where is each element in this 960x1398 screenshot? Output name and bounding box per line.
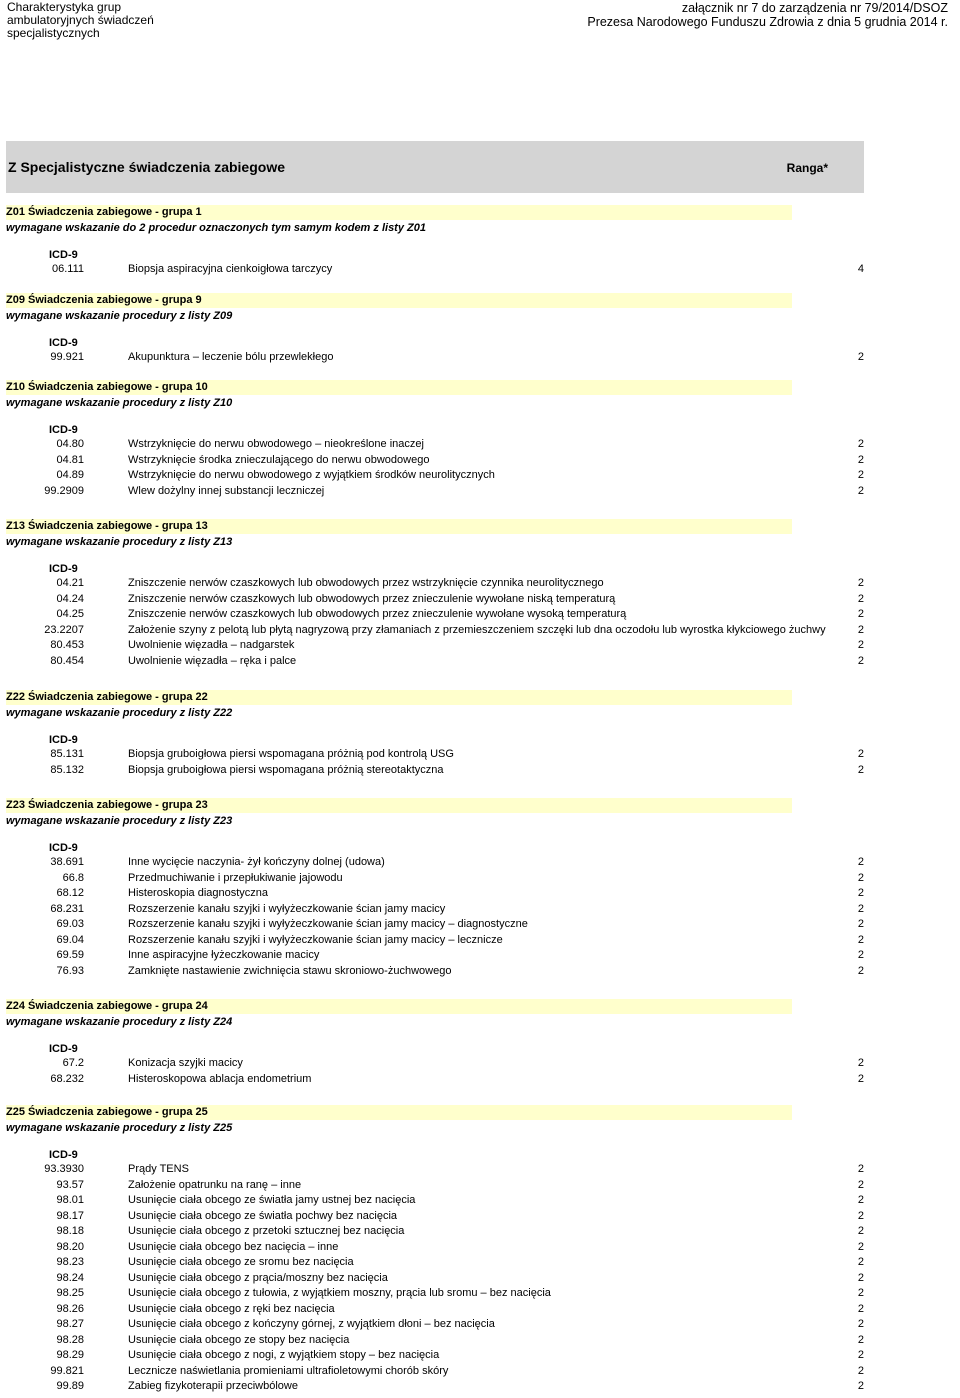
- procedure-description: Histeroskopowa ablacja endometrium: [128, 1072, 312, 1085]
- procedure-description: Założenie opatrunku na ranę – inne: [128, 1178, 302, 1191]
- icd9-code: 69.03: [56, 918, 84, 930]
- rank-value: 2: [857, 1163, 864, 1175]
- group-subtitle: wymagane wskazanie procedury z listy Z24: [6, 1016, 233, 1028]
- rank-value: 2: [857, 1349, 864, 1361]
- rank-value: 2: [857, 1178, 864, 1191]
- procedure-description: Rozszerzenie kanału szyjki i wyłyżeczkowanie ścian jamy macicy – lecznicze: [128, 933, 503, 946]
- icd9-code: 66.8: [62, 871, 84, 884]
- icd9-code: 04.80: [56, 438, 84, 450]
- icd9-label: ICD-9: [49, 734, 78, 746]
- procedure-row: [6, 607, 864, 623]
- procedure-description: Usunięcie ciała obcego ze światła jamy ustnej bez nacięcia: [128, 1194, 416, 1206]
- procedure-row: [6, 1317, 864, 1333]
- icd9-code: 80.454: [50, 654, 84, 667]
- procedure-row: [6, 933, 864, 949]
- rank-value: 2: [857, 763, 864, 776]
- icd9-code: 85.132: [50, 763, 84, 776]
- rank-value: 2: [857, 577, 864, 589]
- icd9-code: 99.89: [56, 1380, 84, 1392]
- header-right: [587, 1, 948, 29]
- icd9-code: 76.93: [56, 964, 84, 977]
- group-block: [6, 380, 864, 497]
- procedure-row: [6, 623, 864, 639]
- procedure-description: Wstrzyknięcie środka znieczulającego do nerwu obwodowego: [128, 453, 430, 466]
- procedure-row: [6, 871, 864, 887]
- procedure-row: [6, 1178, 864, 1194]
- rank-value: 2: [857, 1318, 864, 1330]
- procedure-description: Założenie szyny z pelotą lub płytą nagryzową przy złamaniach z przemieszczeniem szczęki lub dna oczodołu lub wyrostka kłykciowego żuchwy: [128, 623, 826, 636]
- icd9-label: ICD-9: [49, 249, 78, 261]
- procedure-row: [6, 262, 864, 278]
- procedure-list: [6, 1162, 864, 1395]
- procedure-row: [6, 484, 864, 500]
- procedure-description: Lecznicze naświetlania promieniami ultrafioletowymi chorób skóry: [128, 1364, 449, 1377]
- procedure-row: [6, 453, 864, 469]
- procedure-description: Biopsja gruboigłowa piersi wspomagana próżnią stereotaktyczna: [128, 763, 444, 776]
- procedure-row: [6, 1056, 864, 1072]
- procedure-description: Wlew dożylny innej substancji leczniczej: [128, 484, 325, 497]
- ranga-header: Ranga*: [786, 161, 828, 175]
- group-block: [6, 798, 864, 977]
- procedure-description: Usunięcie ciała obcego ze stopy bez nacięcia: [128, 1333, 350, 1346]
- group-title: Z23 Świadczenia zabiegowe - grupa 23: [6, 798, 792, 813]
- procedure-description: Usunięcie ciała obcego ze sromu bez nacięcia: [128, 1256, 354, 1268]
- icd9-code: 98.18: [56, 1225, 84, 1237]
- procedure-row: [6, 437, 864, 453]
- procedure-row: [6, 654, 864, 670]
- rank-value: 2: [857, 1302, 864, 1315]
- rank-value: 2: [857, 918, 864, 930]
- icd9-code: 69.04: [56, 933, 84, 946]
- rank-value: 2: [857, 639, 864, 651]
- procedure-list: [6, 855, 864, 979]
- rank-value: 2: [857, 623, 864, 636]
- icd9-label: ICD-9: [49, 842, 78, 854]
- procedure-row: [6, 1348, 864, 1364]
- procedure-list: [6, 437, 864, 499]
- procedure-description: Zamknięte nastawienie zwichnięcia stawu skroniowo-żuchwowego: [128, 964, 452, 977]
- icd9-code: 68.12: [56, 887, 84, 899]
- icd9-code: 68.231: [50, 902, 84, 915]
- group-subtitle: wymagane wskazanie do 2 procedur oznaczonych tym samym kodem z listy Z01: [6, 222, 426, 234]
- rank-value: 2: [857, 902, 864, 915]
- procedure-list: [6, 350, 864, 366]
- procedure-description: Wstrzyknięcie do nerwu obwodowego z wyjątkiem środków neurolitycznych: [128, 469, 495, 481]
- icd9-code: 93.57: [56, 1178, 84, 1191]
- icd9-label: ICD-9: [49, 1149, 78, 1161]
- rank-value: 2: [857, 1240, 864, 1253]
- icd9-code: 98.26: [56, 1302, 84, 1315]
- rank-value: 2: [857, 438, 864, 450]
- icd9-code: 04.81: [56, 453, 84, 466]
- procedure-list: [6, 1056, 864, 1087]
- rank-value: 2: [857, 1225, 864, 1237]
- header-left-line: ambulatoryjnych świadczeń: [7, 13, 154, 27]
- rank-value: 2: [857, 1256, 864, 1268]
- icd9-code: 68.232: [50, 1072, 84, 1085]
- procedure-description: Konizacja szyjki macicy: [128, 1057, 243, 1069]
- main-banner: [6, 141, 864, 193]
- procedure-row: [6, 1224, 864, 1240]
- icd9-label: ICD-9: [49, 337, 78, 349]
- group-block: [6, 999, 864, 1085]
- group-subtitle: wymagane wskazanie procedury z listy Z13: [6, 536, 233, 548]
- group-subtitle: wymagane wskazanie procedury z listy Z09: [6, 310, 233, 322]
- procedure-row: [6, 1162, 864, 1178]
- rank-value: 2: [857, 654, 864, 667]
- procedure-description: Uwolnienie więzadła – ręka i palce: [128, 654, 297, 667]
- icd9-code: 98.24: [56, 1271, 84, 1284]
- procedure-row: [6, 576, 864, 592]
- procedure-description: Inne aspiracyjne łyżeczkowanie macicy: [128, 949, 320, 961]
- procedure-description: Wstrzyknięcie do nerwu obwodowego – nieokreślone inaczej: [128, 438, 424, 450]
- procedure-row: [6, 1255, 864, 1271]
- group-subtitle: wymagane wskazanie procedury z listy Z25: [6, 1122, 233, 1134]
- header-left-line: Charakterystyka grup: [7, 0, 122, 14]
- procedure-description: Zniszczenie nerwów czaszkowych lub obwodowych przez znieczulenie wywołane niską temperaturą: [128, 592, 616, 605]
- procedure-row: [6, 902, 864, 918]
- rank-value: 2: [857, 933, 864, 946]
- group-block: [6, 690, 864, 776]
- procedure-description: Przedmuchiwanie i przepłukiwanie jajowodu: [128, 871, 343, 884]
- header-right-line: Prezesa Narodowego Funduszu Zdrowia z dnia 5 grudnia 2014 r.: [587, 15, 948, 29]
- rank-value: 2: [857, 1209, 864, 1222]
- rank-value: 2: [857, 484, 864, 497]
- procedure-description: Zniszczenie nerwów czaszkowych lub obwodowych przez znieczulenie wywołane wysoką temperaturą: [128, 608, 627, 620]
- procedure-row: [6, 1302, 864, 1318]
- rank-value: 4: [857, 263, 864, 275]
- group-title: Z13 Świadczenia zabiegowe - grupa 13: [6, 519, 792, 534]
- procedure-description: Akupunktura – leczenie bólu przewlekłego: [128, 351, 334, 363]
- procedure-row: [6, 592, 864, 608]
- icd9-code: 99.921: [50, 351, 84, 363]
- icd9-code: 04.89: [56, 469, 84, 481]
- procedure-row: [6, 1379, 864, 1395]
- icd9-code: 38.691: [50, 856, 84, 868]
- icd9-code: 98.01: [56, 1194, 84, 1206]
- procedure-row: [6, 1333, 864, 1349]
- procedure-row: [6, 1209, 864, 1225]
- procedure-description: Usunięcie ciała obcego z przetoki sztucznej bez nacięcia: [128, 1225, 405, 1237]
- procedure-row: [6, 350, 864, 366]
- icd9-code: 06.111: [51, 263, 84, 275]
- group-block: [6, 1105, 864, 1392]
- procedure-description: Zabieg fizykoterapii przeciwbólowe: [128, 1380, 298, 1392]
- group-subtitle: wymagane wskazanie procedury z listy Z23: [6, 815, 233, 827]
- group-subtitle: wymagane wskazanie procedury z listy Z22: [6, 707, 233, 719]
- procedure-row: [6, 1271, 864, 1287]
- icd9-code: 23.2207: [44, 623, 84, 636]
- header-left: [7, 1, 167, 40]
- procedure-description: Prądy TENS: [128, 1163, 189, 1175]
- procedure-list: [6, 262, 864, 278]
- procedure-row: [6, 1240, 864, 1256]
- icd9-code: 98.29: [56, 1349, 84, 1361]
- icd9-label: ICD-9: [49, 563, 78, 575]
- group-subtitle: wymagane wskazanie procedury z listy Z10: [6, 397, 233, 409]
- procedure-row: [6, 1072, 864, 1088]
- rank-value: 2: [857, 453, 864, 466]
- rank-value: 2: [857, 592, 864, 605]
- procedure-description: Biopsja gruboigłowa piersi wspomagana próżnią pod kontrolą USG: [128, 748, 454, 760]
- rank-value: 2: [857, 1194, 864, 1206]
- procedure-description: Biopsja aspiracyjna cienkoigłowa tarczycy: [128, 263, 333, 275]
- icd9-code: 98.23: [56, 1256, 84, 1268]
- icd9-code: 67.2: [62, 1057, 84, 1069]
- icd9-code: 93.3930: [44, 1163, 84, 1175]
- rank-value: 2: [857, 1287, 864, 1299]
- icd9-code: 98.17: [56, 1209, 84, 1222]
- rank-value: 2: [857, 1333, 864, 1346]
- procedure-row: [6, 855, 864, 871]
- group-title: Z25 Świadczenia zabiegowe - grupa 25: [6, 1105, 792, 1120]
- icd9-code: 98.28: [56, 1333, 84, 1346]
- procedure-description: Rozszerzenie kanału szyjki i wyłyżeczkowanie ścian jamy macicy: [128, 902, 446, 915]
- icd9-code: 80.453: [50, 639, 84, 651]
- rank-value: 2: [857, 1072, 864, 1085]
- rank-value: 2: [857, 1380, 864, 1392]
- procedure-row: [6, 886, 864, 902]
- rank-value: 2: [857, 1271, 864, 1284]
- procedure-row: [6, 638, 864, 654]
- group-block: [6, 519, 864, 667]
- procedure-row: [6, 1286, 864, 1302]
- procedure-list: [6, 747, 864, 778]
- procedure-row: [6, 1193, 864, 1209]
- procedure-description: Usunięcie ciała obcego z nogi, z wyjątkiem stopy – bez nacięcia: [128, 1349, 440, 1361]
- icd9-code: 99.821: [50, 1364, 84, 1377]
- icd9-code: 99.2909: [44, 484, 84, 497]
- header-right-line: załącznik nr 7 do zarządzenia nr 79/2014/DSOZ: [681, 1, 948, 15]
- icd9-code: 04.24: [56, 592, 84, 605]
- procedure-description: Histeroskopia diagnostyczna: [128, 887, 269, 899]
- rank-value: 2: [857, 1364, 864, 1377]
- rank-value: 2: [857, 608, 864, 620]
- procedure-row: [6, 948, 864, 964]
- rank-value: 2: [857, 887, 864, 899]
- rank-value: 2: [857, 351, 864, 363]
- group-title: Z22 Świadczenia zabiegowe - grupa 22: [6, 690, 792, 705]
- procedure-description: Usunięcie ciała obcego z tułowia, z wyjątkiem moszny, prącia lub sromu – bez nacięcia: [128, 1287, 551, 1299]
- icd9-code: 98.25: [56, 1287, 84, 1299]
- icd9-code: 04.21: [56, 577, 84, 589]
- procedure-description: Usunięcie ciała obcego z kończyny górnej, z wyjątkiem dłoni – bez nacięcia: [128, 1318, 495, 1330]
- procedure-description: Usunięcie ciała obcego bez nacięcia – inne: [128, 1240, 339, 1253]
- procedure-description: Usunięcie ciała obcego z ręki bez nacięcia: [128, 1302, 335, 1315]
- icd9-code: 98.27: [56, 1318, 84, 1330]
- group-block: [6, 205, 864, 275]
- procedure-description: Usunięcie ciała obcego ze światła pochwy bez nacięcia: [128, 1209, 398, 1222]
- procedure-row: [6, 747, 864, 763]
- procedure-row: [6, 1364, 864, 1380]
- procedure-list: [6, 576, 864, 669]
- group-title: Z24 Świadczenia zabiegowe - grupa 24: [6, 999, 792, 1014]
- page-title: Z Specjalistyczne świadczenia zabiegowe: [8, 159, 285, 175]
- rank-value: 2: [857, 469, 864, 481]
- procedure-description: Uwolnienie więzadła – nadgarstek: [128, 639, 295, 651]
- group-title: Z09 Świadczenia zabiegowe - grupa 9: [6, 293, 792, 308]
- icd9-code: 04.25: [56, 608, 84, 620]
- procedure-description: Inne wycięcie naczynia- żył kończyny dolnej (udowa): [128, 856, 385, 868]
- rank-value: 2: [857, 964, 864, 977]
- procedure-row: [6, 917, 864, 933]
- procedure-description: Rozszerzenie kanału szyjki i wyłyżeczkowanie ścian jamy macicy – diagnostyczne: [128, 918, 528, 930]
- header-left-line: specjalistycznych: [7, 26, 100, 40]
- group-title: Z01 Świadczenia zabiegowe - grupa 1: [6, 205, 792, 220]
- icd9-code: 98.20: [56, 1240, 84, 1253]
- group-block: [6, 293, 864, 363]
- rank-value: 2: [857, 949, 864, 961]
- icd9-code: 85.131: [50, 748, 84, 760]
- procedure-row: [6, 964, 864, 980]
- procedure-description: Zniszczenie nerwów czaszkowych lub obwodowych przez wstrzyknięcie czynnika neurolitycznego: [128, 577, 604, 589]
- rank-value: 2: [857, 748, 864, 760]
- icd9-label: ICD-9: [49, 424, 78, 436]
- group-title: Z10 Świadczenia zabiegowe - grupa 10: [6, 380, 792, 395]
- rank-value: 2: [857, 856, 864, 868]
- icd9-label: ICD-9: [49, 1043, 78, 1055]
- procedure-row: [6, 763, 864, 779]
- icd9-code: 69.59: [56, 949, 84, 961]
- procedure-description: Usunięcie ciała obcego z prącia/moszny bez nacięcia: [128, 1271, 388, 1284]
- procedure-row: [6, 468, 864, 484]
- rank-value: 2: [857, 1057, 864, 1069]
- rank-value: 2: [857, 871, 864, 884]
